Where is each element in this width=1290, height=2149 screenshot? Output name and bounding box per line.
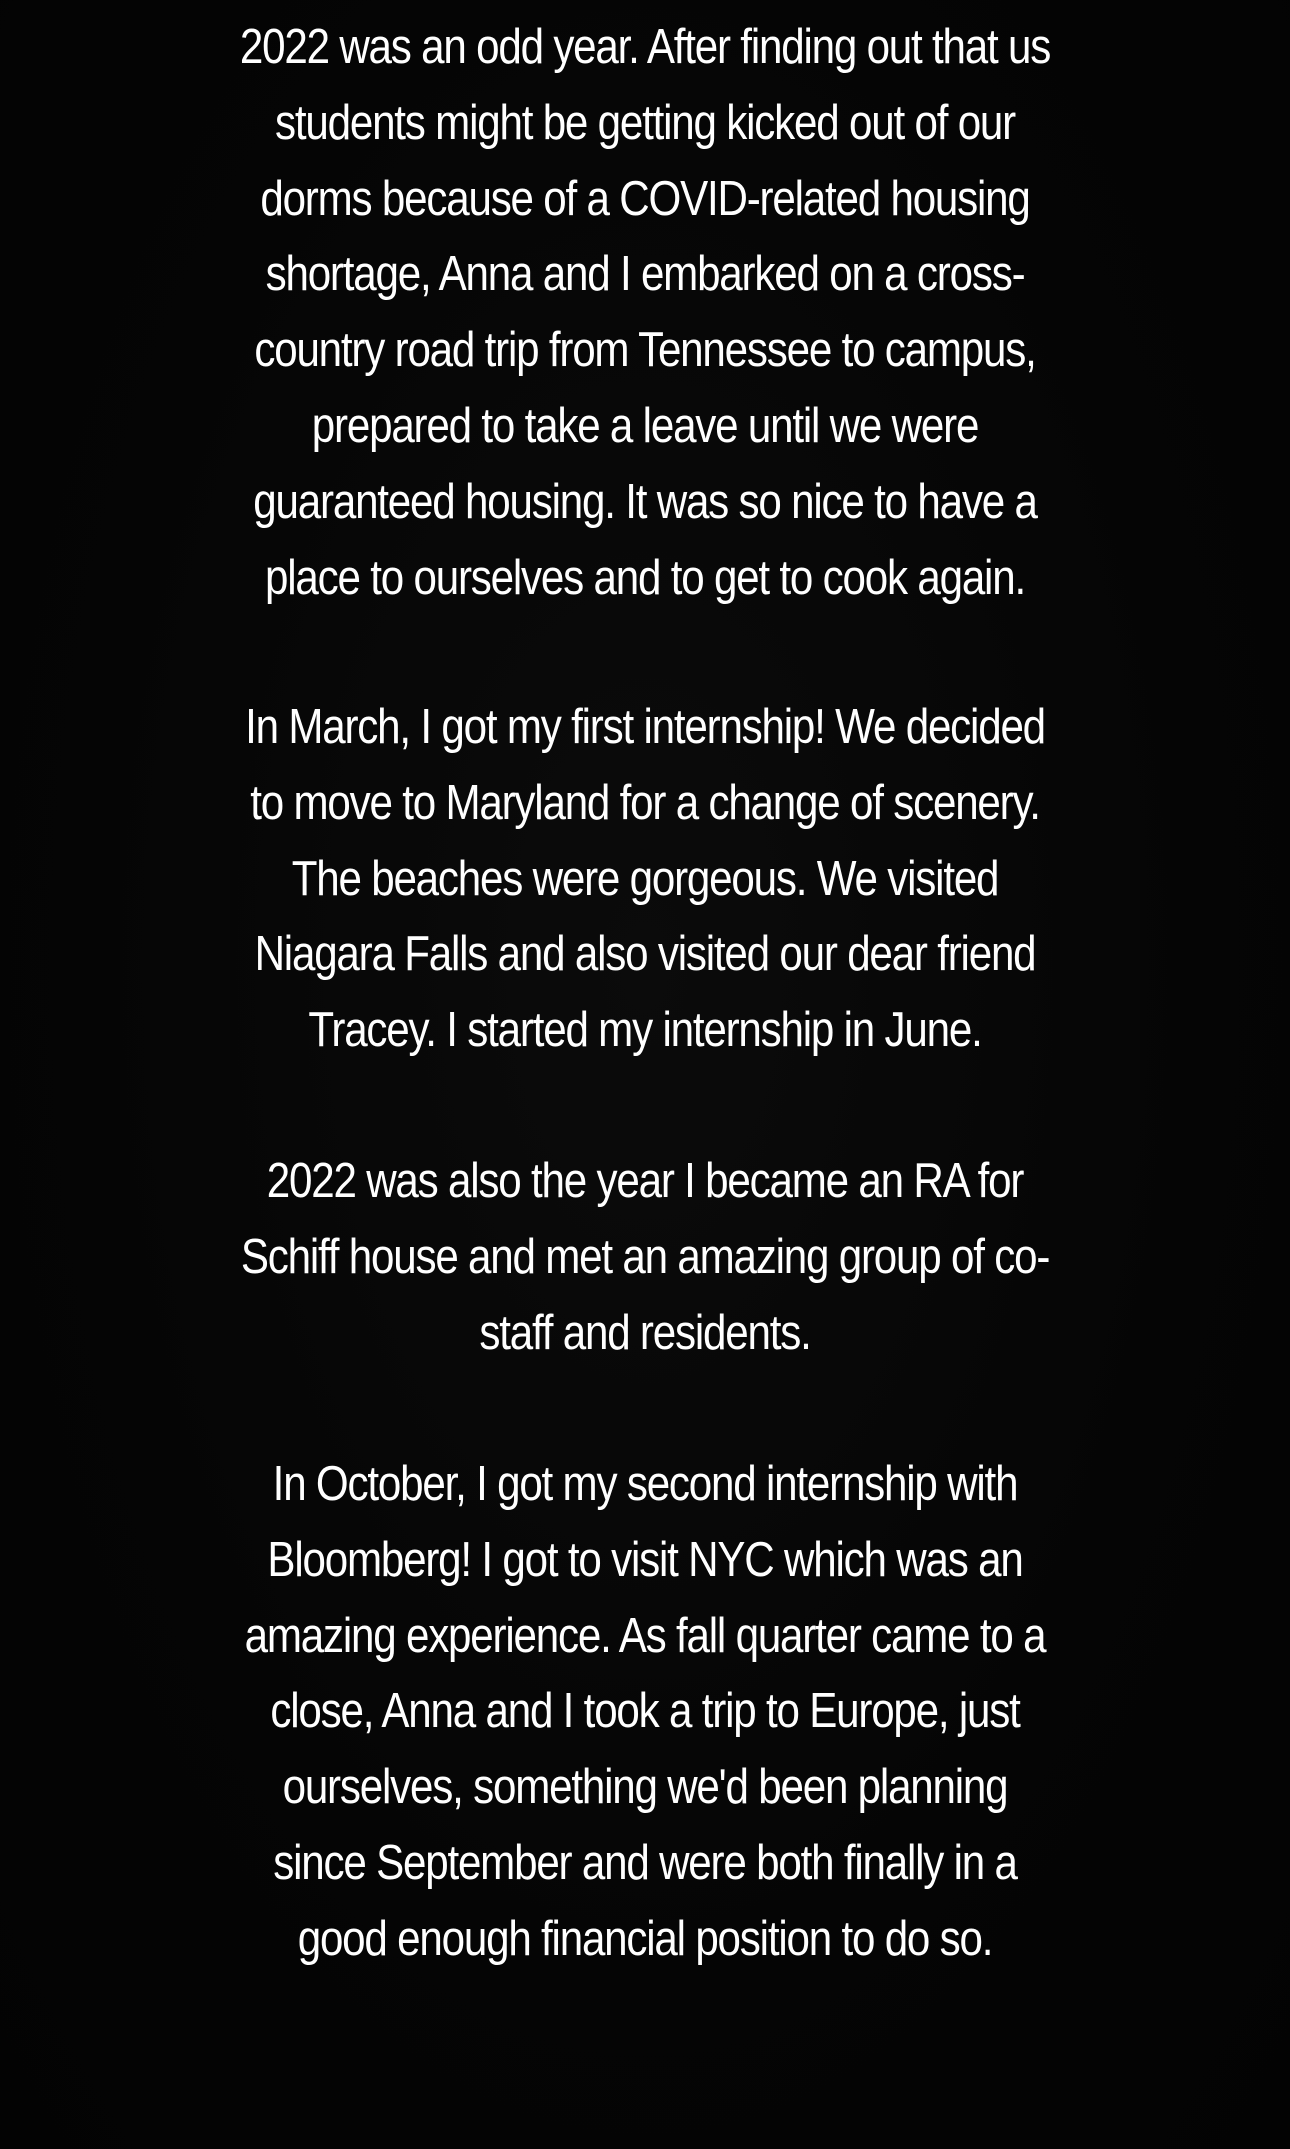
story-text-paragraph-2: In March, I got my first internship! We decided to move to Maryland for a change of scenery. The beaches were gorgeous. We visited Niagara Falls and also visited our dear friend Tracey. I started my internship in June. (245, 700, 1045, 1058)
story-text-paragraph-1: 2022 was an odd year. After finding out that us students might be getting kicked out of our dorms because of a COVID-related housing shortage, Anna and I embarked on a cross-country road trip from Tennessee to campus, prepared to take a leave until we were guaranteed housing. It was so nice to have a place to ourselves and to get to cook again. (239, 20, 1051, 605)
story-text-paragraph-4: In October, I got my second internship with Bloomberg! I got to visit NYC which was an amazing experience. As fall quarter came to a close, Anna and I took a trip to Europe, just ourselves, something we'd been planning since September and were both finally in a good enough financial position to do so. (244, 1457, 1046, 1966)
story-text-paragraph-3: 2022 was also the year I became an RA for Schiff house and met an amazing group of co-staff and residents. (240, 1154, 1050, 1360)
